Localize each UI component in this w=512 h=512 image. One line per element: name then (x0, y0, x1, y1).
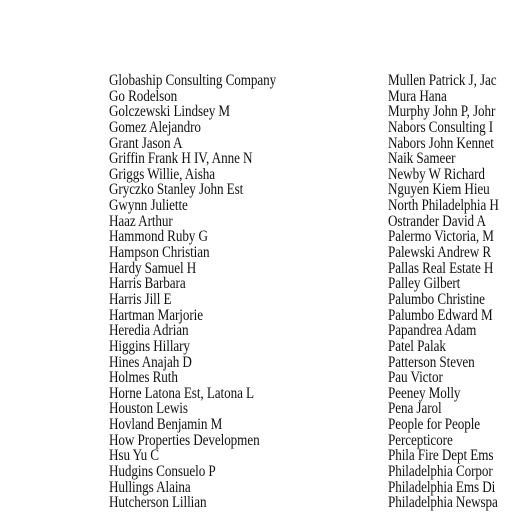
list-item: Palumbo Edward M (388, 306, 493, 324)
list-item: Hardy Samuel H (109, 259, 197, 277)
list-item: Ostrander David A (388, 212, 486, 230)
name-list-left (109, 73, 389, 511)
list-item: Hullings Alaina (109, 478, 191, 496)
list-item: Newby W Richard (388, 165, 485, 183)
list-item: Go Rodelson (109, 87, 178, 105)
list-item: Palley Gilbert (388, 275, 461, 293)
list-item: Papandrea Adam (388, 322, 477, 340)
list-item: Murphy John P, Johr (388, 103, 496, 121)
list-item: Nabors Consulting I (388, 118, 494, 136)
list-item: Peeney Molly (388, 384, 461, 402)
list-item: Horne Latona Est, Latona L (109, 384, 254, 402)
list-item: Palermo Victoria, M (388, 228, 494, 246)
list-item: Hovland Benjamin M (109, 416, 223, 434)
list-item: Philadelphia Newspa (388, 494, 498, 512)
list-item: Hudgins Consuelo P (109, 463, 216, 481)
list-item: Hsu Yu C (109, 447, 160, 465)
list-item: Pallas Real Estate H (388, 259, 494, 277)
list-item: Mullen Patrick J, Jac (388, 72, 497, 89)
list-item: Holmes Ruth (109, 369, 178, 387)
list-item: Pau Victor (388, 369, 443, 387)
list-item: Hutcherson Lillian (109, 494, 207, 512)
list-item: Golczewski Lindsey M (109, 103, 231, 121)
list-item: Higgins Hillary (109, 337, 190, 355)
list-item: Mura Hana (388, 87, 447, 105)
list-item: Griggs Willie, Aisha (109, 165, 216, 183)
list-item: Nguyen Kiem Hieu (388, 181, 490, 199)
list-item: Patel Palak (388, 337, 446, 355)
list-item: Gomez Alejandro (109, 118, 201, 136)
name-list-right (388, 73, 512, 511)
list-item: How Properties Developmen (109, 431, 260, 449)
list-item: Gryczko Stanley John Est (109, 181, 244, 199)
list-item: Heredia Adrian (109, 322, 189, 340)
list-item: Gwynn Juliette (109, 197, 188, 215)
list-item: Hammond Ruby G (109, 228, 208, 246)
list-item: Hampson Christian (109, 244, 210, 262)
list-item: Haaz Arthur (109, 212, 173, 230)
list-item: Palewski Andrew R (388, 244, 492, 262)
list-item: Pena Jarol (388, 400, 442, 418)
list-item: Griffin Frank H IV, Anne N (109, 150, 253, 168)
list-item: Percepticore (388, 431, 453, 449)
list-item: Nabors John Kennet (388, 134, 494, 152)
list-item: Harris Barbara (109, 275, 186, 293)
list-item: Houston Lewis (109, 400, 188, 418)
list-item: Hines Anajah D (109, 353, 192, 371)
list-item: Grant Jason A (109, 134, 183, 152)
list-item: Philadelphia Corpor (388, 463, 493, 481)
list-item: Phila Fire Dept Ems (388, 447, 494, 465)
list-item: Naik Sameer (388, 150, 456, 168)
list-item: People for People (388, 416, 481, 434)
list-item: Globaship Consulting Company (109, 72, 277, 89)
list-item: North Philadelphia H (388, 197, 499, 215)
list-item: Hartman Marjorie (109, 306, 203, 324)
list-item: Harris Jill E (109, 290, 172, 308)
list-item: Patterson Steven (388, 353, 475, 371)
list-item: Philadelphia Ems Di (388, 478, 496, 496)
list-item: Palumbo Christine (388, 290, 485, 308)
